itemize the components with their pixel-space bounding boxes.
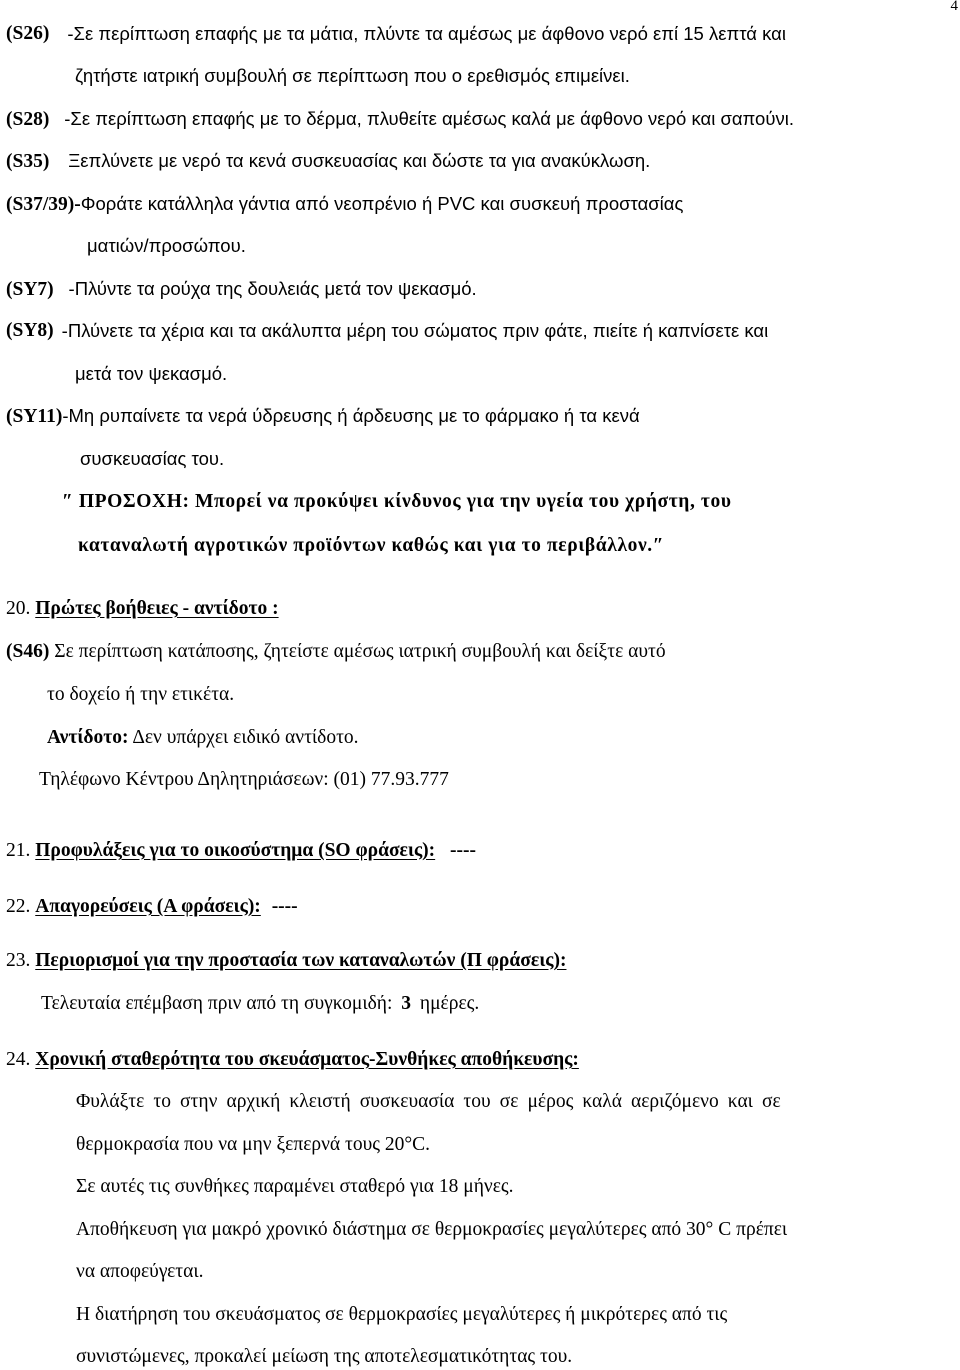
- phrase-text: Φοράτε κατάλληλα γάντια από νεοπρένιο ή PVC και συσκευή προστασίας: [80, 193, 684, 214]
- phrase-text: -Σε περίπτωση επαφής με το δέρμα, πλυθείτε αμέσως καλά με άφθονο νερό και σαπούνι.: [64, 108, 794, 129]
- warning-line2: καταναλωτή αγροτικών προϊόντων καθώς και για το περιβάλλον.″: [78, 535, 665, 556]
- page-number: 4: [950, 0, 958, 14]
- section-title: Απαγορεύσεις (Α φράσεις):: [35, 896, 261, 917]
- section-title: Πρώτες βοήθειες - αντίδοτο :: [35, 598, 279, 619]
- phrase-code: (SY11): [6, 406, 63, 427]
- phrase-text: -Μη ρυπαίνετε τα νερά ύδρευσης ή άρδευσης με το φάρμακο ή τα κενά: [62, 405, 640, 426]
- phrase-code: (S37/39)-: [6, 194, 81, 215]
- antidote-text: Δεν υπάρχει ειδικό αντίδοτο.: [132, 727, 359, 748]
- phrase-s37-39-line2: ματιών/προσώπου.: [87, 235, 246, 256]
- phrase-code: (S28): [6, 109, 50, 130]
- phrase-sy11-line1: [6, 403, 640, 430]
- section-number: 22.: [6, 896, 31, 917]
- harvest-interval: [41, 991, 479, 1017]
- section-value: ----: [271, 896, 298, 917]
- storage-p4-line2: συνιστώμενες, προκαλεί μείωση της αποτελεσματικότητας του.: [76, 1346, 573, 1367]
- phrase-s26-line1: [6, 21, 960, 47]
- phrase-text: -Σε περίπτωση επαφής με τα μάτια, πλύντε τα αμέσως με άφθονο νερό επί 15 λεπτά και: [67, 23, 786, 44]
- phrase-sy11-line2: συσκευασίας του.: [80, 448, 225, 469]
- section-22-heading: [6, 894, 298, 920]
- phrase-code: (SY7): [6, 279, 54, 300]
- section-20-heading: [6, 596, 279, 622]
- phrase-s26-line2: ζητήστε ιατρική συμβουλή σε περίπτωση που ο ερεθισμός επιμείνει.: [75, 65, 630, 86]
- section-title: Περιορισμοί για την προστασία των καταναλωτών (Π φράσεις):: [35, 950, 567, 971]
- storage-p1-line2: θερμοκρασία που να μην ξεπερνά τους 20°C.: [76, 1134, 431, 1155]
- section-title: Προφυλάξεις για το οικοσύστημα (SO φράσεις):: [35, 840, 436, 861]
- phrase-s46-line1: [6, 639, 666, 665]
- phrase-sy8-line1: [6, 318, 960, 344]
- phrase-code: (S46): [6, 641, 50, 662]
- phrase-s37-39-line1: [6, 191, 683, 218]
- phrase-sy8-line2: μετά τον ψεκασμό.: [75, 363, 228, 384]
- section-value: ----: [450, 840, 477, 861]
- phrase-text: -Πλύνετε τα χέρια και τα ακάλυπτα μέρη του σώματος πριν φάτε, πιείτε ή καπνίσετε και: [61, 320, 769, 341]
- harvest-unit: ημέρες.: [419, 993, 480, 1014]
- section-21-heading: [6, 838, 476, 864]
- section-24-heading: [6, 1047, 579, 1073]
- harvest-days: 3: [401, 993, 412, 1014]
- antidote-label: Αντίδοτο:: [47, 727, 129, 748]
- storage-p3-line1: Αποθήκευση για μακρό χρονικό διάστημα σε θερμοκρασίες μεγαλύτερες από 30° C πρέπει: [76, 1219, 788, 1240]
- phrase-code: (S26): [6, 23, 50, 44]
- harvest-text: Τελευταία επέμβαση πριν από τη συγκομιδή:: [41, 993, 393, 1014]
- storage-p2: Σε αυτές τις συνθήκες παραμένει σταθερό για 18 μήνες.: [76, 1176, 514, 1197]
- phrase-sy7: [6, 276, 477, 303]
- phrase-s35: [6, 148, 650, 175]
- phrase-code: (SY8): [6, 320, 54, 341]
- storage-p4-line1: Η διατήρηση του σκευάσματος σε θερμοκρασίες μεγαλύτερες ή μικρότερες από τις: [76, 1304, 728, 1325]
- phrase-text: Ξεπλύνετε με νερό τα κενά συσκευασίας και δώστε τα για ανακύκλωση.: [68, 150, 651, 171]
- poison-center-phone: Τηλέφωνο Κέντρου Δηλητηριάσεων: (01) 77.93.777: [39, 769, 449, 790]
- section-title: Χρονική σταθερότητα του σκευάσματος-Συνθήκες αποθήκευσης:: [35, 1049, 579, 1070]
- phrase-text: Σε περίπτωση κατάποσης, ζητείστε αμέσως ιατρική συμβουλή και δείξτε αυτό: [54, 641, 666, 662]
- section-number: 21.: [6, 840, 31, 861]
- phrase-s28: [6, 106, 794, 133]
- section-number: 20.: [6, 598, 31, 619]
- phrase-code: (S35): [6, 151, 50, 172]
- storage-p1-line1: Φυλάξτε το στην αρχική κλειστή συσκευασία του σε μέρος καλά αεριζόμενο και σε: [76, 1091, 781, 1112]
- phrase-text: -Πλύντε τα ρούχα της δουλειάς μετά τον ψεκασμό.: [68, 278, 477, 299]
- warning-line1: ″ ΠΡΟΣΟΧΗ: Μπορεί να προκύψει κίνδυνος για την υγεία του χρήστη, του: [62, 491, 732, 512]
- section-23-heading: [6, 948, 566, 974]
- section-number: 24.: [6, 1049, 31, 1070]
- phrase-s46-line2: το δοχείο ή την ετικέτα.: [47, 684, 235, 705]
- storage-p3-line2: να αποφεύγεται.: [76, 1261, 204, 1282]
- section-number: 23.: [6, 950, 31, 971]
- antidote: [47, 725, 359, 751]
